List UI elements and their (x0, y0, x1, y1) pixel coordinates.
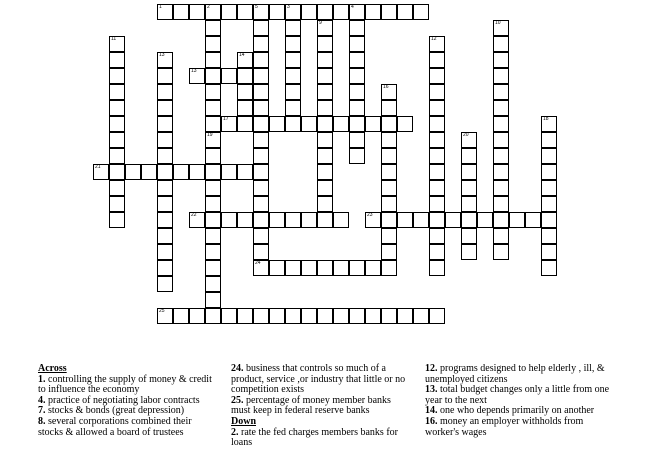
grid-cell[interactable] (205, 36, 221, 52)
grid-cell[interactable] (317, 180, 333, 196)
grid-cell[interactable] (461, 164, 477, 180)
grid-cell[interactable] (349, 4, 365, 20)
grid-cell[interactable] (429, 244, 445, 260)
grid-cell[interactable] (237, 164, 253, 180)
clue-down-14: 14. one who depends primarily on another (425, 405, 595, 417)
grid-cell[interactable] (381, 308, 397, 324)
grid-cell[interactable] (109, 180, 125, 196)
grid-cell[interactable] (221, 212, 237, 228)
grid-cell[interactable] (317, 36, 333, 52)
grid-cell[interactable] (493, 100, 509, 116)
grid-cell[interactable] (237, 68, 253, 84)
grid-cell[interactable] (157, 212, 173, 228)
grid-cell[interactable] (541, 260, 557, 276)
grid-cell[interactable] (237, 4, 253, 20)
grid-cell[interactable] (365, 308, 381, 324)
grid-cell[interactable] (285, 4, 301, 20)
grid-cell[interactable] (205, 148, 221, 164)
clues-column-1 (38, 364, 213, 438)
grid-cell[interactable] (493, 132, 509, 148)
clue-across-1: 1. controlling the supply of money & credit to influence the economy (38, 373, 212, 396)
clues-column-2 (231, 364, 409, 449)
grid-cell[interactable] (493, 244, 509, 260)
grid-cell[interactable] (333, 116, 349, 132)
grid-cell[interactable] (189, 68, 205, 84)
clues-column-3 (425, 364, 610, 438)
grid-cell[interactable] (189, 164, 205, 180)
grid-cell[interactable] (333, 308, 349, 324)
grid-cell[interactable] (493, 116, 509, 132)
clue-number: 22 (191, 212, 197, 218)
grid-cell[interactable] (381, 244, 397, 260)
grid-cell[interactable] (317, 68, 333, 84)
clue-number: 17 (223, 116, 229, 122)
grid-cell[interactable] (381, 212, 397, 228)
grid-cell[interactable] (205, 292, 221, 308)
grid-cell[interactable] (253, 36, 269, 52)
grid-cell[interactable] (109, 84, 125, 100)
grid-cell[interactable] (541, 116, 557, 132)
grid-cell[interactable] (461, 132, 477, 148)
grid-cell[interactable] (109, 116, 125, 132)
grid-cell[interactable] (349, 68, 365, 84)
grid-cell[interactable] (317, 132, 333, 148)
grid-cell[interactable] (349, 20, 365, 36)
grid-cell[interactable] (237, 100, 253, 116)
grid-cell[interactable] (493, 164, 509, 180)
grid-cell[interactable] (253, 116, 269, 132)
grid-cell[interactable] (285, 36, 301, 52)
grid-cell[interactable] (397, 212, 413, 228)
grid-cell[interactable] (493, 52, 509, 68)
grid-cell[interactable] (317, 196, 333, 212)
grid-cell[interactable] (493, 68, 509, 84)
clue-number: 13 (159, 52, 165, 58)
grid-cell[interactable] (285, 68, 301, 84)
grid-cell[interactable] (253, 52, 269, 68)
grid-cell[interactable] (413, 308, 429, 324)
grid-cell[interactable] (109, 196, 125, 212)
grid-cell[interactable] (109, 212, 125, 228)
clue-number: 23 (367, 212, 373, 218)
grid-cell[interactable] (381, 132, 397, 148)
grid-cell[interactable] (397, 4, 413, 20)
grid-cell[interactable] (317, 164, 333, 180)
grid-cell[interactable] (349, 52, 365, 68)
grid-cell[interactable] (269, 260, 285, 276)
grid-cell[interactable] (205, 4, 221, 20)
grid-cell[interactable] (285, 52, 301, 68)
grid-cell[interactable] (157, 84, 173, 100)
grid-cell[interactable] (429, 68, 445, 84)
grid-cell[interactable] (429, 308, 445, 324)
grid-cell[interactable] (381, 116, 397, 132)
grid-cell[interactable] (381, 4, 397, 20)
grid-cell[interactable] (381, 228, 397, 244)
grid-cell[interactable] (509, 212, 525, 228)
grid-cell[interactable] (429, 164, 445, 180)
clue-across-8: 8. several corporations combined their stocks & allowed a board of trustees (38, 415, 192, 438)
grid-cell[interactable] (365, 116, 381, 132)
grid-cell[interactable] (237, 52, 253, 68)
grid-cell[interactable] (349, 260, 365, 276)
grid-cell[interactable] (157, 276, 173, 292)
grid-cell[interactable] (253, 244, 269, 260)
grid-cell[interactable] (141, 164, 157, 180)
grid-cell[interactable] (253, 308, 269, 324)
clue-number: 11 (111, 36, 117, 42)
grid-cell[interactable] (205, 276, 221, 292)
grid-cell[interactable] (109, 68, 125, 84)
grid-cell[interactable] (253, 68, 269, 84)
grid-cell[interactable] (221, 116, 237, 132)
grid-cell[interactable] (253, 4, 269, 20)
grid-cell[interactable] (109, 52, 125, 68)
grid-cell[interactable] (253, 148, 269, 164)
grid-cell[interactable] (205, 68, 221, 84)
grid-cell[interactable] (93, 164, 109, 180)
grid-cell[interactable] (285, 260, 301, 276)
grid-cell[interactable] (381, 148, 397, 164)
grid-cell[interactable] (301, 4, 317, 20)
across-heading: Across (38, 363, 67, 374)
grid-cell[interactable] (349, 132, 365, 148)
grid-cell[interactable] (301, 116, 317, 132)
clue-number: 19 (207, 132, 213, 138)
grid-cell[interactable] (429, 132, 445, 148)
grid-cell[interactable] (269, 116, 285, 132)
grid-cell[interactable] (237, 308, 253, 324)
grid-cell[interactable] (429, 100, 445, 116)
clue-down-16: 16. money an employer withholds from worker's wages (425, 415, 584, 438)
grid-cell[interactable] (157, 52, 173, 68)
grid-cell[interactable] (429, 84, 445, 100)
grid-cell[interactable] (381, 196, 397, 212)
grid-cell[interactable] (397, 308, 413, 324)
grid-cell[interactable] (205, 260, 221, 276)
grid-cell[interactable] (205, 116, 221, 132)
grid-cell[interactable] (429, 116, 445, 132)
grid-cell[interactable] (253, 84, 269, 100)
grid-cell[interactable] (445, 212, 461, 228)
clue-number: 4 (351, 4, 354, 10)
grid-cell[interactable] (429, 196, 445, 212)
grid-cell[interactable] (365, 4, 381, 20)
grid-cell[interactable] (381, 100, 397, 116)
grid-cell[interactable] (237, 84, 253, 100)
grid-cell[interactable] (349, 148, 365, 164)
grid-cell[interactable] (349, 116, 365, 132)
grid-cell[interactable] (413, 4, 429, 20)
clue-number: 20 (463, 132, 469, 138)
grid-cell[interactable] (253, 164, 269, 180)
grid-cell[interactable] (205, 308, 221, 324)
clue-number: 9 (319, 20, 322, 26)
grid-cell[interactable] (365, 212, 381, 228)
grid-cell[interactable] (493, 20, 509, 36)
grid-cell[interactable] (221, 4, 237, 20)
grid-cell[interactable] (285, 84, 301, 100)
grid-cell[interactable] (493, 84, 509, 100)
grid-cell[interactable] (237, 116, 253, 132)
grid-cell[interactable] (157, 164, 173, 180)
grid-cell[interactable] (317, 148, 333, 164)
grid-cell[interactable] (157, 260, 173, 276)
grid-cell[interactable] (253, 212, 269, 228)
clue-number: 18 (543, 116, 549, 122)
grid-cell[interactable] (461, 196, 477, 212)
grid-cell[interactable] (301, 308, 317, 324)
grid-cell[interactable] (317, 4, 333, 20)
grid-cell[interactable] (157, 244, 173, 260)
grid-cell[interactable] (205, 196, 221, 212)
grid-cell[interactable] (205, 244, 221, 260)
clue-number: 3 (287, 4, 290, 10)
grid-cell[interactable] (221, 164, 237, 180)
grid-cell[interactable] (205, 164, 221, 180)
grid-cell[interactable] (157, 196, 173, 212)
clue-number: 13 (191, 68, 197, 74)
grid-cell[interactable] (477, 212, 493, 228)
grid-cell[interactable] (205, 212, 221, 228)
grid-cell[interactable] (221, 308, 237, 324)
grid-cell[interactable] (253, 196, 269, 212)
grid-cell[interactable] (461, 212, 477, 228)
grid-cell[interactable] (461, 180, 477, 196)
grid-cell[interactable] (381, 180, 397, 196)
down-heading: Down (231, 415, 257, 427)
grid-cell[interactable] (285, 116, 301, 132)
grid-cell[interactable] (173, 308, 189, 324)
grid-cell[interactable] (157, 132, 173, 148)
clue-number: 1 (159, 4, 162, 10)
grid-cell[interactable] (157, 180, 173, 196)
grid-cell[interactable] (333, 260, 349, 276)
clue-number: 25 (159, 308, 165, 314)
grid-cell[interactable] (205, 20, 221, 36)
clue-number: 14 (239, 52, 245, 58)
grid-cell[interactable] (493, 148, 509, 164)
clue-number: 12 (431, 36, 437, 42)
grid-cell[interactable] (173, 4, 189, 20)
grid-cell[interactable] (269, 4, 285, 20)
grid-cell[interactable] (285, 20, 301, 36)
grid-cell[interactable] (189, 308, 205, 324)
clue-number: 21 (95, 164, 101, 170)
grid-cell[interactable] (541, 196, 557, 212)
grid-cell[interactable] (253, 100, 269, 116)
grid-cell[interactable] (541, 212, 557, 228)
grid-cell[interactable] (269, 212, 285, 228)
grid-cell[interactable] (317, 308, 333, 324)
grid-cell[interactable] (253, 132, 269, 148)
grid-cell[interactable] (317, 20, 333, 36)
grid-cell[interactable] (317, 260, 333, 276)
grid-cell[interactable] (429, 212, 445, 228)
clue-down-12: 12. programs designed to help elderly , ill, & unemployed citizens (425, 363, 605, 385)
grid-cell[interactable] (429, 148, 445, 164)
grid-cell[interactable] (317, 100, 333, 116)
clue-number: 5 (255, 4, 258, 10)
grid-cell[interactable] (397, 116, 413, 132)
clue-number: 10 (495, 20, 501, 26)
grid-cell[interactable] (157, 308, 173, 324)
grid-cell[interactable] (541, 228, 557, 244)
grid-cell[interactable] (285, 212, 301, 228)
grid-cell[interactable] (541, 132, 557, 148)
grid-cell[interactable] (205, 132, 221, 148)
grid-cell[interactable] (461, 148, 477, 164)
grid-cell[interactable] (109, 164, 125, 180)
grid-cell[interactable] (157, 4, 173, 20)
grid-cell[interactable] (333, 4, 349, 20)
clue-number: 24 (255, 260, 261, 266)
grid-cell[interactable] (349, 84, 365, 100)
grid-cell[interactable] (317, 84, 333, 100)
clue-across-4: 4. practice of negotiating labor contracts (38, 394, 200, 406)
grid-cell[interactable] (237, 212, 253, 228)
grid-cell[interactable] (125, 164, 141, 180)
grid-cell[interactable] (205, 180, 221, 196)
grid-cell[interactable] (173, 164, 189, 180)
grid-cell[interactable] (541, 180, 557, 196)
grid-cell[interactable] (429, 36, 445, 52)
grid-cell[interactable] (317, 212, 333, 228)
grid-cell[interactable] (109, 100, 125, 116)
grid-cell[interactable] (429, 260, 445, 276)
grid-cell[interactable] (285, 308, 301, 324)
grid-cell[interactable] (189, 4, 205, 20)
grid-cell[interactable] (429, 52, 445, 68)
grid-cell[interactable] (205, 100, 221, 116)
clue-across-7: 7. stocks & bonds (great depression) (38, 405, 185, 417)
grid-cell[interactable] (253, 20, 269, 36)
grid-cell[interactable] (157, 116, 173, 132)
grid-cell[interactable] (493, 36, 509, 52)
grid-cell[interactable] (285, 100, 301, 116)
grid-cell[interactable] (317, 116, 333, 132)
grid-cell[interactable] (205, 228, 221, 244)
grid-cell[interactable] (493, 228, 509, 244)
grid-cell[interactable] (429, 180, 445, 196)
grid-cell[interactable] (525, 212, 541, 228)
clue-across-25: 25. percentage of money member banks must keep in federal reserve banks (231, 394, 391, 417)
grid-cell[interactable] (157, 68, 173, 84)
grid-cell[interactable] (333, 212, 349, 228)
grid-cell[interactable] (349, 100, 365, 116)
clue-down-13: 13. total budget changes only a little from one year to the next (425, 384, 610, 406)
grid-cell[interactable] (109, 132, 125, 148)
grid-cell[interactable] (205, 84, 221, 100)
grid-cell[interactable] (429, 228, 445, 244)
grid-cell[interactable] (189, 212, 205, 228)
grid-cell[interactable] (109, 36, 125, 52)
grid-cell[interactable] (157, 100, 173, 116)
grid-cell[interactable] (317, 52, 333, 68)
grid-cell[interactable] (301, 260, 317, 276)
grid-cell[interactable] (381, 164, 397, 180)
grid-cell[interactable] (493, 212, 509, 228)
grid-cell[interactable] (381, 84, 397, 100)
grid-cell[interactable] (413, 212, 429, 228)
grid-cell[interactable] (493, 180, 509, 196)
grid-cell[interactable] (269, 308, 285, 324)
clue-number: 16 (383, 84, 389, 90)
clue-across-24: 24. business that controls so much of a product, service ,or industry that little or no competition exists (231, 363, 406, 396)
grid-cell[interactable] (461, 244, 477, 260)
grid-cell[interactable] (205, 52, 221, 68)
grid-cell[interactable] (541, 148, 557, 164)
grid-cell[interactable] (253, 180, 269, 196)
grid-cell[interactable] (109, 148, 125, 164)
clue-down-2: 2. rate the fed charges members banks for loans (231, 426, 398, 449)
grid-cell[interactable] (157, 148, 173, 164)
grid-cell[interactable] (493, 196, 509, 212)
grid-cell[interactable] (349, 36, 365, 52)
grid-cell[interactable] (253, 228, 269, 244)
grid-cell[interactable] (349, 308, 365, 324)
grid-cell[interactable] (221, 68, 237, 84)
clue-number: 2 (207, 4, 210, 10)
grid-cell[interactable] (461, 228, 477, 244)
grid-cell[interactable] (301, 212, 317, 228)
grid-cell[interactable] (541, 244, 557, 260)
grid-cell[interactable] (253, 260, 269, 276)
grid-cell[interactable] (541, 164, 557, 180)
grid-cell[interactable] (365, 260, 381, 276)
grid-cell[interactable] (157, 228, 173, 244)
grid-cell[interactable] (381, 260, 397, 276)
